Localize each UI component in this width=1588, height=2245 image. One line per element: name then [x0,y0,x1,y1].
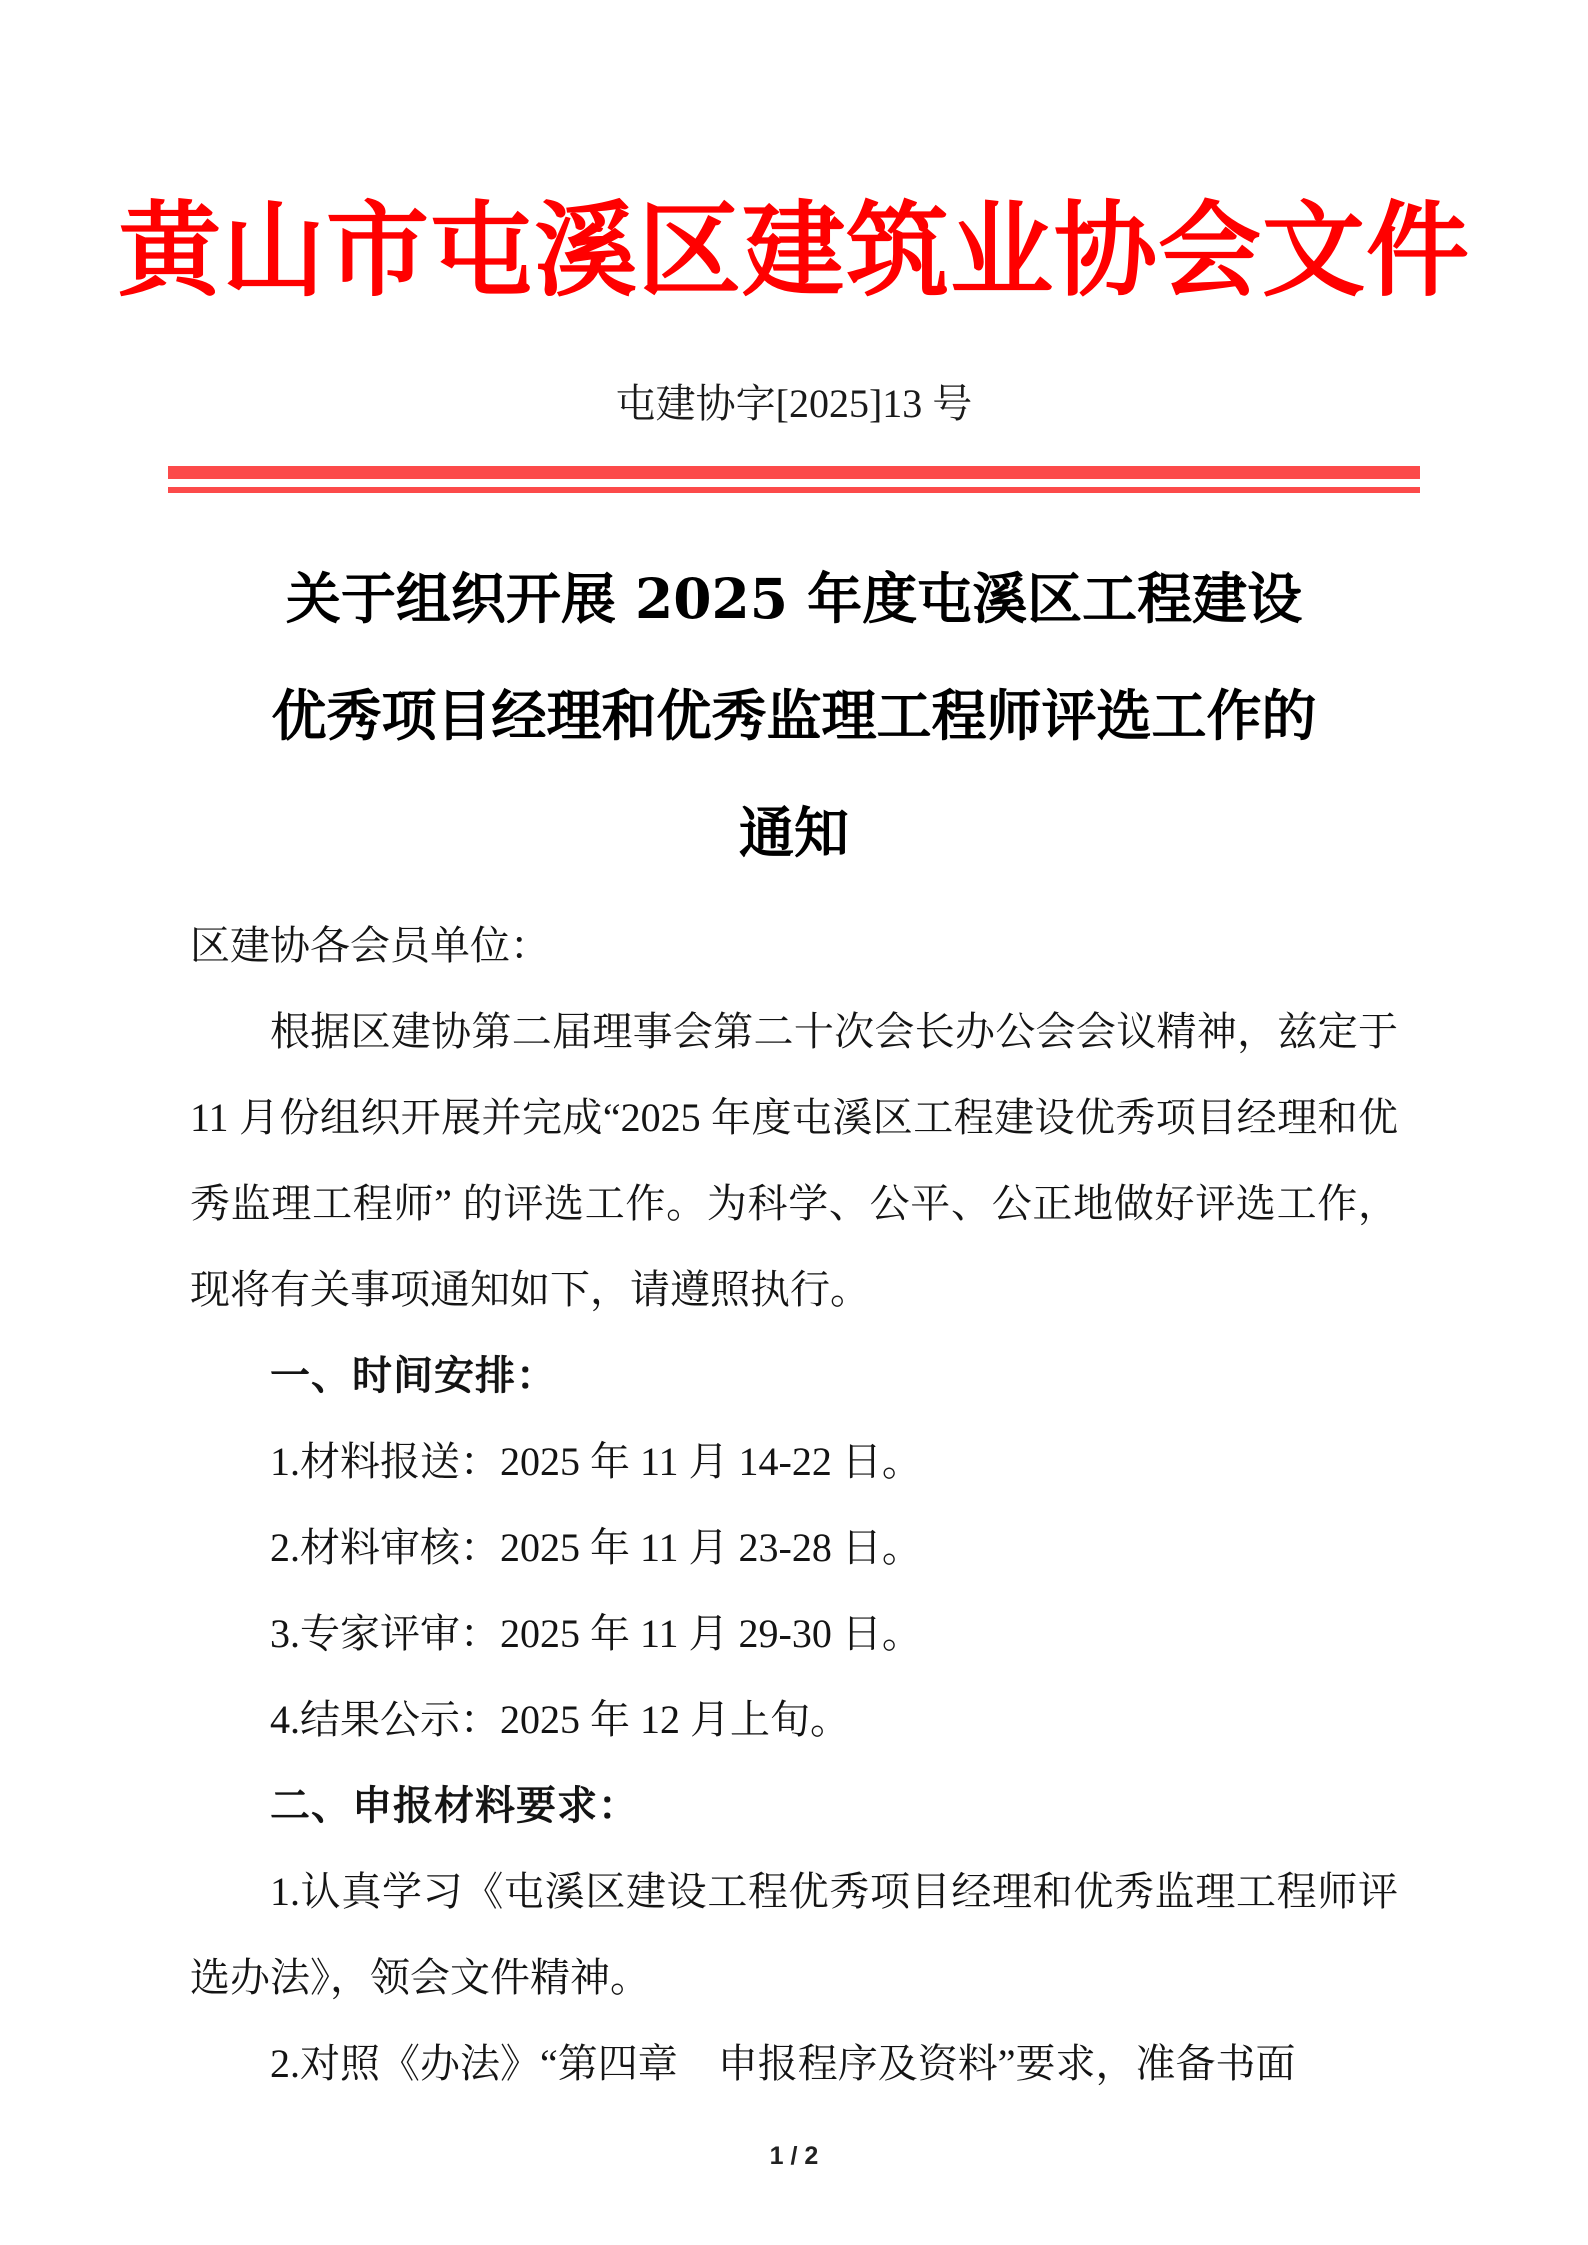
red-rule-gap [168,479,1420,487]
document-number: 屯建协字[2025]13 号 [615,381,973,426]
document-title [120,540,1468,891]
schedule-item-3: 3.专家评审：2025 年 11 月 29-30 日。 [270,1611,922,1656]
requirement-item-2: 2.对照《办法》“第四章 申报程序及资料”要求，准备书面 [270,2041,1296,2086]
page-number-indicator: 1 / 2 [769,2142,819,2170]
document-title-line-3: 通知 [738,800,849,865]
red-rule-thick-bar [168,466,1420,479]
schedule-item-2: 2.材料审核：2025 年 11 月 23-28 日。 [270,1525,922,1570]
section-1-heading: 一、时间安排： [270,1354,557,1398]
intro-paragraph: 根据区建协第二届理事会第二十次会长办公会会议精神，兹定于 11 月份组织开展并完成“2025 年度屯溪区工程建设优秀项目经理和优秀监理工程师” 的评选工作。为科学、公平、公正地做好评选工作，现将有关事项通知如下，请遵照执行。 [190,1009,1398,1312]
schedule-item-4: 4.结果公示：2025 年 12 月上旬。 [270,1697,850,1742]
document-title-line-2: 优秀项目经理和优秀监理工程师评选工作的 [271,683,1317,748]
red-separator-rule [168,466,1420,493]
section-2-heading: 二、申报材料要求： [270,1784,639,1828]
schedule-item-1: 1.材料报送：2025 年 11 月 14-22 日。 [270,1439,922,1484]
letterhead-org-title: 黄山市屯溪区建筑业协会文件 [118,190,1470,311]
requirement-item-1: 1.认真学习《屯溪区建设工程优秀项目经理和优秀监理工程师评选办法》，领会文件精神。 [190,1869,1398,2000]
document-title-line-1: 关于组织开展 2025 年度屯溪区工程建设 [285,566,1303,631]
red-rule-thin-bar [168,487,1420,493]
document-body [190,903,1398,2107]
salutation-line: 区建协各会员单位： [190,923,550,968]
